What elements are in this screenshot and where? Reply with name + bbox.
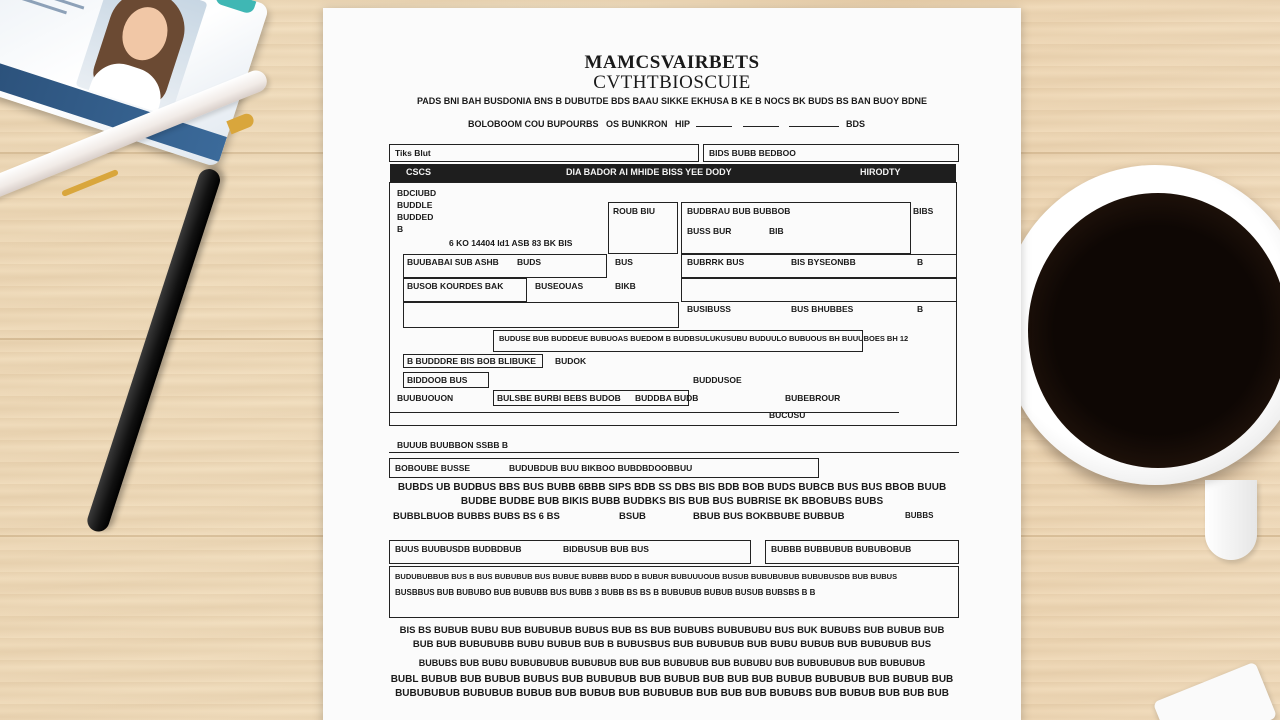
r1-mid: ROUB BIU [613,206,656,216]
form-rule [389,412,899,413]
cup-handle [1205,480,1257,560]
r7-mid: BUDDUSOE [693,375,742,385]
top-right-label: BIDS BUBB BEDBOO [709,148,796,158]
r5-mid: BUDUSE BUB BUDDEUE BUBUOAS BUEDOM B BUDBSULUKUSUBU BUDUULO BUBUOUS BH BUUUBOES BH 12 [499,334,909,343]
footer-line: BUB BUB BUBUBUBB BUBU BUBUB BUB B BUBUSBUS BUB BUBUBUB BUB BUBU BUBUB BUB BUBUBUB BUS [412,639,932,650]
r4-right2: BUS BHUBBES [791,304,854,314]
r10-left: BOBOUBE BUSSE [395,463,471,473]
footer-line: BIS BS BUBUB BUBU BUB BUBUBUB BUBUS BUB BS BUB BUBUBS BUBUBUBU BUS BUK BUBUBS BUB BUBUB BUB [399,625,945,636]
top-left-label: Tiks Blut [395,148,431,158]
document-title-line2: CVTHTBIOSCUIE [593,72,751,93]
bottom-row2: BUDUBUBBUB BUS B BUS BUBUBUB BUS BUBUE BUBBB BUDD B BUBUR BUBUUUOUB BUSUB BUBUBUBUB BUBUBUSDB BUB BUBUS [395,572,898,581]
r6-mid: BUDOK [555,356,587,366]
r8-mid2: BUDDBA BUDB [635,393,699,403]
r4-left1: BUSOB KOURDES BAK [407,281,504,291]
blank-line [696,126,732,127]
r2-right2: BIB [769,226,784,236]
black-coffee [1028,193,1280,468]
footer-line: BUBUBUBUB BUBUBUB BUBUB BUB BUBUB BUB BUBUBUB BUB BUB BUB BUBUBS BUB BUBUB BUB BUB BUB [395,688,949,699]
r4-right1: BUSIBUSS [687,304,731,314]
r6-left: B BUDDDRE BIS BOB BLIBUKE [407,356,536,366]
form-document [323,8,1021,720]
main-form-grid [389,144,959,476]
r1-label2: BUDDLE [397,200,433,210]
subtitle-field-c: HIP [675,119,690,129]
r2-right1: BUSS BUR [687,226,732,236]
r4-mid: BIKB [615,281,636,291]
r3-left2: BUDS [517,257,542,267]
document-subtitle: PADS BNI BAH BUSDONIA BNS B DUBUTDE BDS BAAU SIKKE EKHUSA B KE B NOCS BK BUDS BS BAN BUOY BDNE [416,96,928,106]
r3-right3: B [917,257,924,267]
r1-label5: 6 KO 14404 Id1 ASB 83 BK BIS [449,238,573,248]
id-card-accent [214,0,256,15]
r4-left2: BUSEOUAS [535,281,584,291]
form-rule [389,452,959,453]
header-left: CSCS [406,167,432,177]
paragraph-line: BUDBE BUDBE BUB BIKIS BUBB BUDBKS BIS BUB BUS BUBRISE BK BBOBUBS BUBS [460,496,884,507]
signature-far: BUBBS [905,511,934,520]
r1-label4: B [397,224,404,234]
form-header-bar [390,164,956,182]
r9-left: BUUUB BUUBBON SSBB B [397,440,508,450]
bottom-row1-mid: BIDBUSUB BUB BUS [563,544,649,554]
r8-mid: BULSBE BURBI BEBS BUDOB [497,393,621,403]
footer-line: BUBUBS BUB BUBU BUBUBUBUB BUBUBUB BUB BUB BUBUBUB BUB BUBUBU BUB BUBUBUBUB BUB BUBUBUB [418,658,926,668]
form-cell [389,144,699,162]
r1-label1: BDCIUBD [397,188,437,198]
subtitle-field-d: BDS [845,119,865,129]
blank-line [789,126,839,127]
r1-right2: BIBS [913,206,934,216]
r7-right: BUBEBROUR [785,393,841,403]
signature-right: BBUB BUS BOKBBUBE BUBBUB [693,511,845,522]
subtitle-field-a: BOLOBOOM COU BUPOURBS [468,119,599,129]
signature-left: BUBBLBUOB BUBBS BUBS BS 6 BS [393,511,560,522]
r10-mid: BUDUBDUB BUU BIKBOO BUBDBDOOBBUU [509,463,693,473]
r7-left: BIDDOOB BUS [407,375,468,385]
r3-left1: BUUBABAI SUB ASHB [407,257,499,267]
bottom-row1-right: BUBBB BUBBUBUB BUBUBOBUB [771,544,912,554]
pencil-gold-band [61,169,119,197]
r8-left: BUUBUOUON [397,393,454,403]
blank-line [743,126,779,127]
r3-right1: BUBRRK BUS [687,257,745,267]
header-right: HIRODTY [860,167,901,177]
header-mid: DIA BADOR AI MHIDE BISS YEE DODY [566,167,732,177]
form-cell [403,302,679,328]
r4-right3: B [917,304,924,314]
black-pen [85,166,223,534]
document-title: MAMCSVAIRBETS [584,52,760,73]
subtitle-field-b: OS BUNKRON [606,119,668,129]
bottom-row3: BUSBBUS BUB BUBUBO BUB BUBUBB BUS BUBB 3 BUBB BS BS B BUBUBUB BUBUB BUSUB BUBSBS B B [395,588,816,597]
r1-right1: BUDBRAU BUB BUBBOB [687,206,791,216]
r3-mid: BUS [615,257,633,267]
footer-line: BUBL BUBUB BUB BUBUB BUBUS BUB BUBUBUB BUB BUBUB BUB BUB BUB BUBUB BUBUBUB BUB BUBUB BUB [390,674,954,685]
id-card-text-line [14,0,67,14]
r8-right: BUCUSU [769,410,806,420]
paragraph-line: BUBDS UB BUDBUS BBS BUS BUBB 6BBB SIPS BDB SS DBS BIS BDB BOB BUDS BUBCB BUS BUS BBOB BUUB [397,482,947,493]
r3-right2: BIS BYSEONBB [791,257,856,267]
form-cell [681,278,957,302]
white-eraser [1153,662,1277,720]
r1-label3: BUDDED [397,212,434,222]
bottom-row1-left: BUUS BUUBUSDB BUDBDBUB [395,544,522,554]
signature-mid: BSUB [619,511,646,522]
document-subtitle-fields [468,119,865,129]
